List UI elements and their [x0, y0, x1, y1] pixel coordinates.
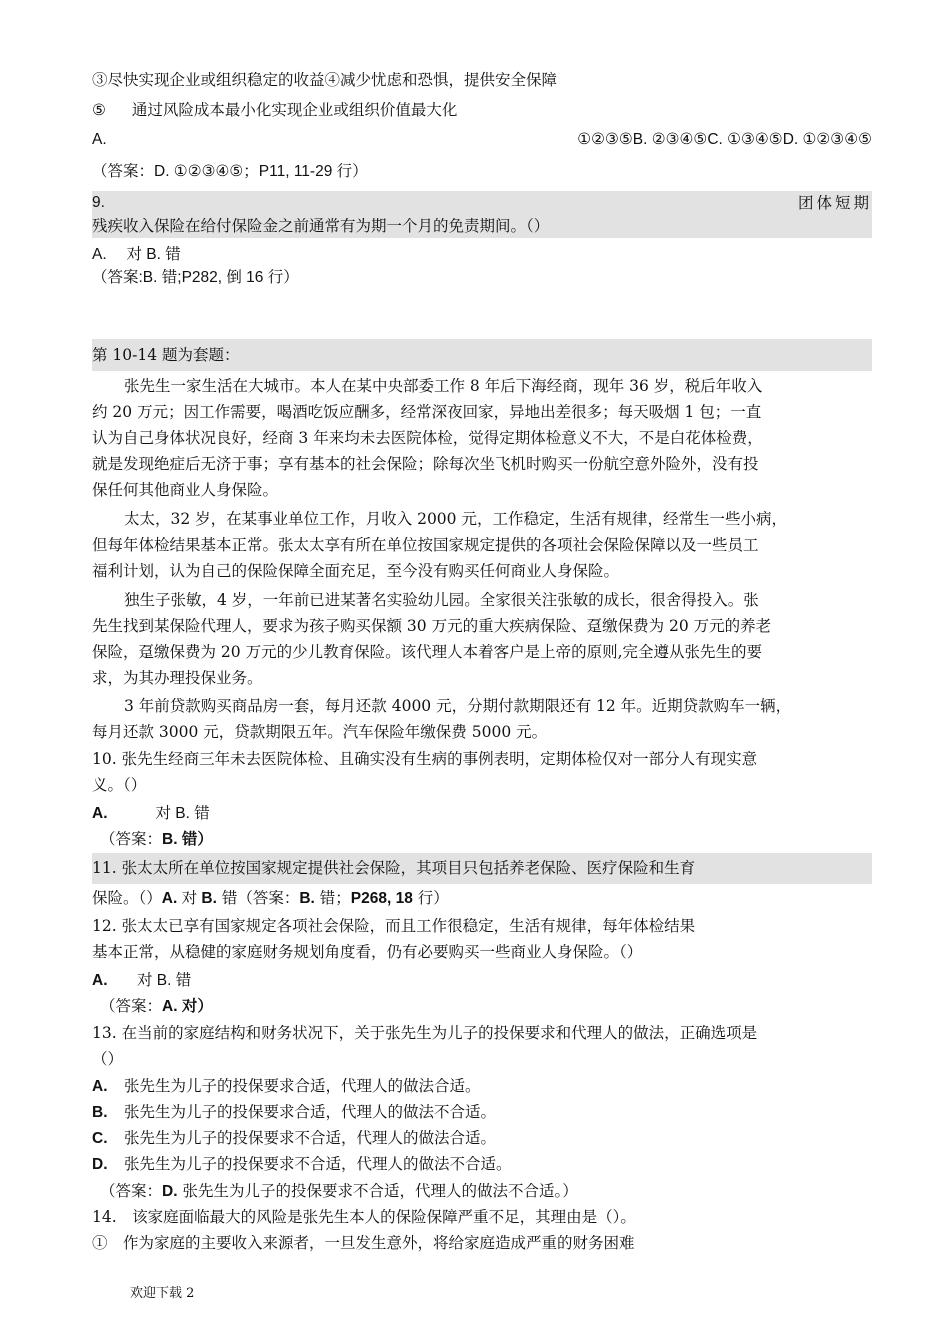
- paragraph-line: 约 20 万元；因工作需要，喝酒吃饭应酬多，经常深夜回家，异地出差很多；每天吸烟 1 包；一直: [92, 403, 762, 421]
- option-label: A.: [92, 131, 107, 148]
- section-heading: 第 10-14 题为套题：: [92, 339, 872, 371]
- options-text: 对 B. 错: [121, 972, 192, 989]
- options-text: ①②③⑤B. ②③④⑤C. ①③④⑤D. ①②③④⑤: [577, 131, 872, 148]
- paragraph-line: 就是发现绝症后无济于事；享有基本的社会保险；除每次坐飞机时购买一份航空意外险外，没有投: [92, 455, 759, 473]
- paragraph-line: 先生找到某保险代理人，要求为孩子购买保额 30 万元的重大疾病保险、趸缴保费为 20 万元的养老: [92, 617, 772, 635]
- paragraph-line: 每月还款 3000 元，贷款期限五年。汽车保险年缴保费 5000 元。: [92, 723, 548, 741]
- option-item: [92, 1126, 872, 1151]
- question-text: 14. 该家庭面临最大的风险是张先生本人的保险保障严重不足，其理由是（）。: [92, 1208, 636, 1226]
- option-label: A.: [92, 1078, 108, 1095]
- question-text: 保险。（）: [92, 889, 162, 907]
- page-footer: 欢迎下载 2: [130, 1286, 195, 1301]
- paragraph-line: 3 年前贷款购买商品房一套，每月还款 4000 元，分期付款期限还有 12 年。近期贷款购车一辆，: [124, 697, 792, 715]
- option-text: 张先生为儿子的投保要求不合适，代理人的做法合适。: [124, 1129, 497, 1147]
- option-item: [92, 1152, 872, 1177]
- option-text: 对: [177, 890, 202, 907]
- option-text: 张先生为儿子的投保要求不合适，代理人的做法不合适。: [124, 1155, 512, 1173]
- options-text: 对 B. 错: [155, 805, 210, 822]
- option-label: A.: [161, 890, 178, 907]
- options-line: [92, 968, 872, 993]
- option-label: D.: [92, 1156, 108, 1173]
- item-text: 通过风险成本最小化实现企业或组织价值最大化: [131, 101, 458, 119]
- question-heading: [92, 191, 872, 215]
- answer-line: （答案:B. 错;P282, 倒 16 行）: [92, 269, 299, 286]
- page-reference: P268, 18: [350, 890, 413, 907]
- question-text: 13. 在当前的家庭结构和财务状况下，关于张先生为儿子的投保要求和代理人的做法，正确选项是: [92, 1024, 758, 1042]
- paragraph-line: 认为自己身体状况良好，经商 3 年来均未去医院体检，觉得定期体检意义不大，不是白花体检费，: [92, 429, 763, 447]
- answer-prefix: （答案：: [100, 997, 163, 1015]
- item-number: ⑤: [92, 101, 106, 119]
- answer-value: A. 对）: [162, 998, 213, 1015]
- question-text: 11. 张太太所在单位按国家规定提供社会保险，其项目只包括养老保险、医疗保险和生育: [92, 853, 872, 884]
- question-number: 9.: [92, 194, 105, 211]
- answer-prefix: （答案：: [100, 830, 163, 848]
- paragraph-line: 但每年体检结果基本正常。张太太享有所在单位按国家规定提供的各项社会保险保障以及一些员工: [92, 536, 759, 554]
- answer-line: [92, 994, 880, 1019]
- text-line: ③尽快实现企业或组织稳定的收益④减少忧虑和恐惧，提供安全保障: [92, 71, 558, 89]
- answer-value: B. 错）: [162, 831, 213, 848]
- paragraph-line: 求，为其办理投保业务。: [92, 669, 263, 687]
- question-text-start: 团体短期: [797, 194, 872, 212]
- question-text: 10. 张先生经商三年未去医院体检、且确实没有生病的事例表明，定期体检仅对一部分人有现实意: [92, 750, 758, 768]
- question-text: 义。（）: [92, 776, 147, 794]
- paragraph-line: 保险，趸缴保费为 20 万元的少儿教育保险。该代理人本着客户是上帝的原则,完全遵从张先生的要: [92, 643, 763, 661]
- option-text: 张先生为儿子的投保要求合适，代理人的做法合适。: [124, 1077, 481, 1095]
- answer-line: [92, 827, 880, 852]
- option-label: A.: [92, 805, 108, 822]
- option-label: C.: [92, 1130, 108, 1147]
- option-label: A.: [92, 972, 108, 989]
- paragraph-line: 独生子张敏，4 岁，一年前已进某著名实验幼儿园。全家很关注张敏的成长，很舍得投入。张: [124, 591, 759, 609]
- options-line: A. 对 B. 错: [92, 246, 181, 263]
- question-answer-line: [92, 886, 872, 911]
- answer-line: （答案：D. ①②③④⑤；P11, 11-29 行）: [92, 163, 368, 180]
- answer-prefix: 错（答案：: [216, 889, 300, 907]
- answer-line: [92, 1179, 880, 1204]
- answer-text: 错；: [314, 889, 351, 907]
- text-line: [92, 98, 872, 122]
- options-line: [92, 128, 872, 152]
- answer-suffix: 行）: [412, 889, 449, 907]
- option-item: [92, 1074, 872, 1099]
- paragraph-line: 张先生一家生活在大城市。本人在某中央部委工作 8 年后下海经商，现年 36 岁，税后年收入: [124, 377, 763, 395]
- answer-prefix: （答案：: [100, 1182, 163, 1200]
- answer-text: 张先生为儿子的投保要求不合适，代理人的做法不合适。）: [177, 1182, 578, 1200]
- answer-value: D.: [162, 1183, 178, 1200]
- options-line: [92, 801, 872, 826]
- option-label: B.: [201, 890, 217, 907]
- answer-value: B.: [299, 890, 315, 907]
- question-text: 12. 张太太已享有国家规定各项社会保险，而且工作很稳定，生活有规律，每年体检结果: [92, 917, 696, 935]
- option-text: 张先生为儿子的投保要求合适，代理人的做法不合适。: [124, 1103, 497, 1121]
- list-item: ① 作为家庭的主要收入来源者，一旦发生意外，将给家庭造成严重的财务困难: [92, 1234, 635, 1252]
- option-label: B.: [92, 1104, 108, 1121]
- option-item: [92, 1100, 872, 1125]
- question-text: 基本正常，从稳健的家庭财务规划角度看，仍有必要购买一些商业人身保险。（）: [92, 943, 643, 961]
- paragraph-line: 太太，32 岁，在某事业单位工作，月收入 2000 元，工作稳定，生活有规律，经常生一些小病，: [124, 510, 787, 528]
- paragraph-line: 福利计划，认为自己的保险保障全面充足，至今没有购买任何商业人身保险。: [92, 562, 620, 580]
- question-text: （）: [92, 1050, 124, 1068]
- paragraph-line: 保任何其他商业人身保险。: [92, 481, 279, 499]
- question-text: 残疾收入保险在给付保险金之前通常有为期一个月的免责期间。（）: [92, 214, 872, 238]
